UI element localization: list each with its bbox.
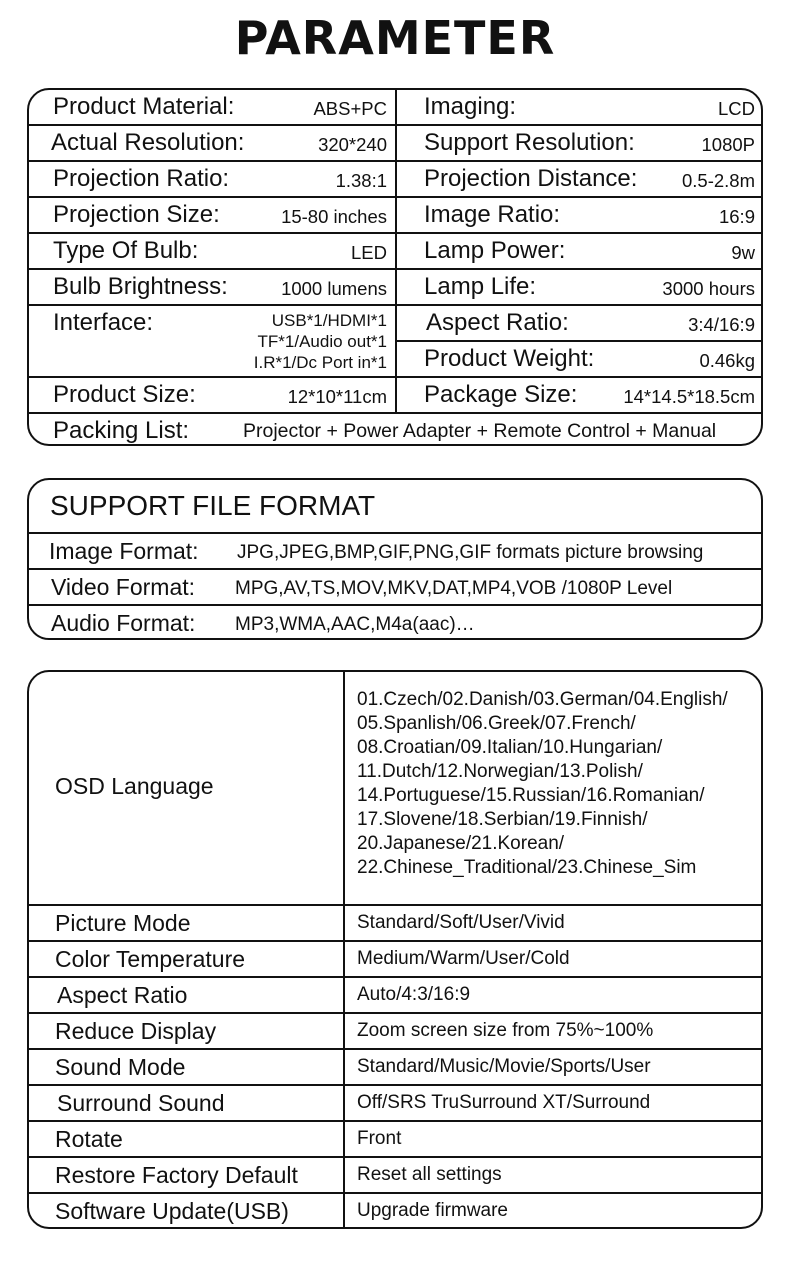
interface-right-cell [397, 306, 761, 376]
format-label: Audio Format: [51, 610, 196, 636]
param-label: Package Size: [424, 381, 578, 408]
format-row [29, 606, 761, 640]
osd-label: Reduce Display [55, 1018, 217, 1044]
packing-list-value: Projector + Power Adapter + Remote Control + Manual [243, 420, 717, 442]
osd-value: Off/SRS TruSurround XT/Surround [343, 1086, 650, 1120]
osd-label: Rotate [55, 1126, 123, 1152]
format-label: Image Format: [49, 538, 199, 564]
osd-value: Upgrade firmware [343, 1194, 508, 1229]
parameter-table [27, 88, 763, 446]
param-value: LED [351, 242, 387, 263]
param-value: 3000 hours [662, 278, 755, 299]
param-label: Lamp Power: [424, 237, 566, 264]
param-value: 3:4/16:9 [688, 314, 755, 335]
param-label: Projection Ratio: [53, 165, 230, 192]
language-line: 01.Czech/02.Danish/03.German/04.English/ [357, 689, 728, 710]
format-value: MPG,AV,TS,MOV,MKV,DAT,MP4,VOB /1080P Level [235, 578, 673, 599]
param-row [29, 234, 761, 270]
param-value: ABS+PC [313, 98, 387, 119]
param-cell-left [29, 90, 397, 124]
osd-label: Aspect Ratio [57, 982, 188, 1008]
interface-label: Interface: [53, 309, 154, 336]
language-line: 20.Japanese/21.Korean/ [357, 833, 565, 854]
param-cell-left [29, 198, 397, 232]
language-line: 05.Spanlish/06.Greek/07.French/ [357, 713, 636, 734]
osd-value: Medium/Warm/User/Cold [343, 942, 570, 976]
param-row [29, 270, 761, 306]
format-row [29, 534, 761, 570]
packing-list-label: Packing List: [53, 417, 190, 444]
param-value: 9w [731, 242, 755, 263]
interface-values [254, 310, 387, 373]
support-format-table [27, 478, 763, 640]
param-label: Projection Size: [53, 201, 220, 228]
param-label: Product Weight: [424, 345, 595, 372]
format-value: JPG,JPEG,BMP,GIF,PNG,GIF formats picture browsing [237, 542, 704, 563]
param-value: 0.5-2.8m [681, 170, 755, 191]
interface-row [29, 306, 761, 378]
interface-cell [29, 306, 397, 376]
param-row [29, 378, 761, 414]
osd-row [29, 978, 761, 1014]
support-title: SUPPORT FILE FORMAT [50, 490, 376, 521]
osd-row [29, 906, 761, 942]
param-label: Projection Distance: [424, 165, 638, 192]
interface-line: I.R*1/Dc Port in*1 [253, 353, 387, 372]
param-value: LCD [717, 98, 755, 119]
param-label: Lamp Life: [424, 273, 537, 300]
param-row [29, 198, 761, 234]
param-row [29, 162, 761, 198]
param-cell-right [397, 162, 761, 196]
param-cell-right [397, 270, 761, 304]
format-row [29, 570, 761, 606]
aspect-ratio-row [397, 306, 761, 342]
format-value: MP3,WMA,AAC,M4a(aac)… [235, 614, 475, 635]
param-cell-right [397, 234, 761, 268]
osd-row [29, 1194, 761, 1229]
osd-value: Zoom screen size from 75%~100% [343, 1014, 653, 1048]
osd-label: Restore Factory Default [55, 1162, 298, 1188]
param-cell-left [29, 162, 397, 196]
param-value: 1000 lumens [281, 278, 387, 299]
param-cell-right [397, 126, 761, 160]
format-label: Video Format: [51, 574, 196, 600]
osd-value: Standard/Soft/User/Vivid [343, 906, 565, 940]
osd-label: Picture Mode [55, 910, 191, 936]
interface-line: USB*1/HDMI*1 [271, 311, 387, 330]
packing-list-row [29, 414, 761, 446]
interface-line: TF*1/Audio out*1 [257, 332, 387, 351]
param-cell-right [397, 378, 761, 412]
language-line: 11.Dutch/12.Norwegian/13.Polish/ [357, 761, 643, 782]
osd-row [29, 1050, 761, 1086]
osd-value: Auto/4:3/16:9 [343, 978, 470, 1012]
page-title: PARAMETER [234, 11, 556, 65]
param-cell-left [29, 234, 397, 268]
osd-label: Sound Mode [55, 1054, 186, 1080]
param-value: 16:9 [718, 206, 755, 227]
product-weight-row [397, 342, 761, 376]
param-label: Support Resolution: [424, 129, 635, 156]
param-cell-right [397, 198, 761, 232]
language-line: 08.Croatian/09.Italian/10.Hungarian/ [357, 737, 663, 758]
support-header [29, 480, 761, 534]
osd-row [29, 1014, 761, 1050]
param-value: 1.38:1 [335, 170, 387, 191]
osd-row [29, 1122, 761, 1158]
param-cell-right [397, 90, 761, 124]
param-value: 12*10*11cm [287, 386, 387, 407]
osd-label: Surround Sound [57, 1090, 225, 1116]
osd-table [27, 670, 763, 1229]
osd-label: Software Update(USB) [55, 1198, 289, 1224]
param-row [29, 126, 761, 162]
osd-language-row [29, 672, 761, 906]
osd-row [29, 942, 761, 978]
osd-language-list [343, 672, 728, 904]
osd-value: Reset all settings [343, 1158, 502, 1192]
param-row [29, 90, 761, 126]
param-cell-left [29, 126, 397, 160]
osd-label: Color Temperature [55, 946, 246, 972]
osd-row [29, 1086, 761, 1122]
osd-value: Front [343, 1122, 401, 1156]
param-cell-left [29, 378, 397, 412]
param-label: Product Material: [53, 93, 235, 120]
osd-row [29, 1158, 761, 1194]
param-cell-left [29, 270, 397, 304]
param-label: Product Size: [53, 381, 196, 408]
param-value: 0.46kg [699, 350, 755, 371]
param-label: Type Of Bulb: [53, 237, 199, 264]
param-label: Bulb Brightness: [53, 273, 228, 300]
osd-value: Standard/Music/Movie/Sports/User [343, 1050, 651, 1084]
language-line: 22.Chinese_Traditional/23.Chinese_Sim [357, 857, 697, 878]
param-label: Aspect Ratio: [426, 309, 569, 336]
param-value: 1080P [701, 134, 755, 155]
param-label: Imaging: [424, 93, 517, 120]
param-label: Image Ratio: [424, 201, 561, 228]
param-label: Actual Resolution: [51, 129, 245, 156]
param-value: 14*14.5*18.5cm [623, 386, 755, 407]
osd-language-label: OSD Language [55, 773, 214, 799]
param-value: 15-80 inches [281, 206, 387, 227]
language-line: 17.Slovene/18.Serbian/19.Finnish/ [357, 809, 648, 830]
language-line: 14.Portuguese/15.Russian/16.Romanian/ [357, 785, 705, 806]
param-value: 320*240 [318, 134, 387, 155]
